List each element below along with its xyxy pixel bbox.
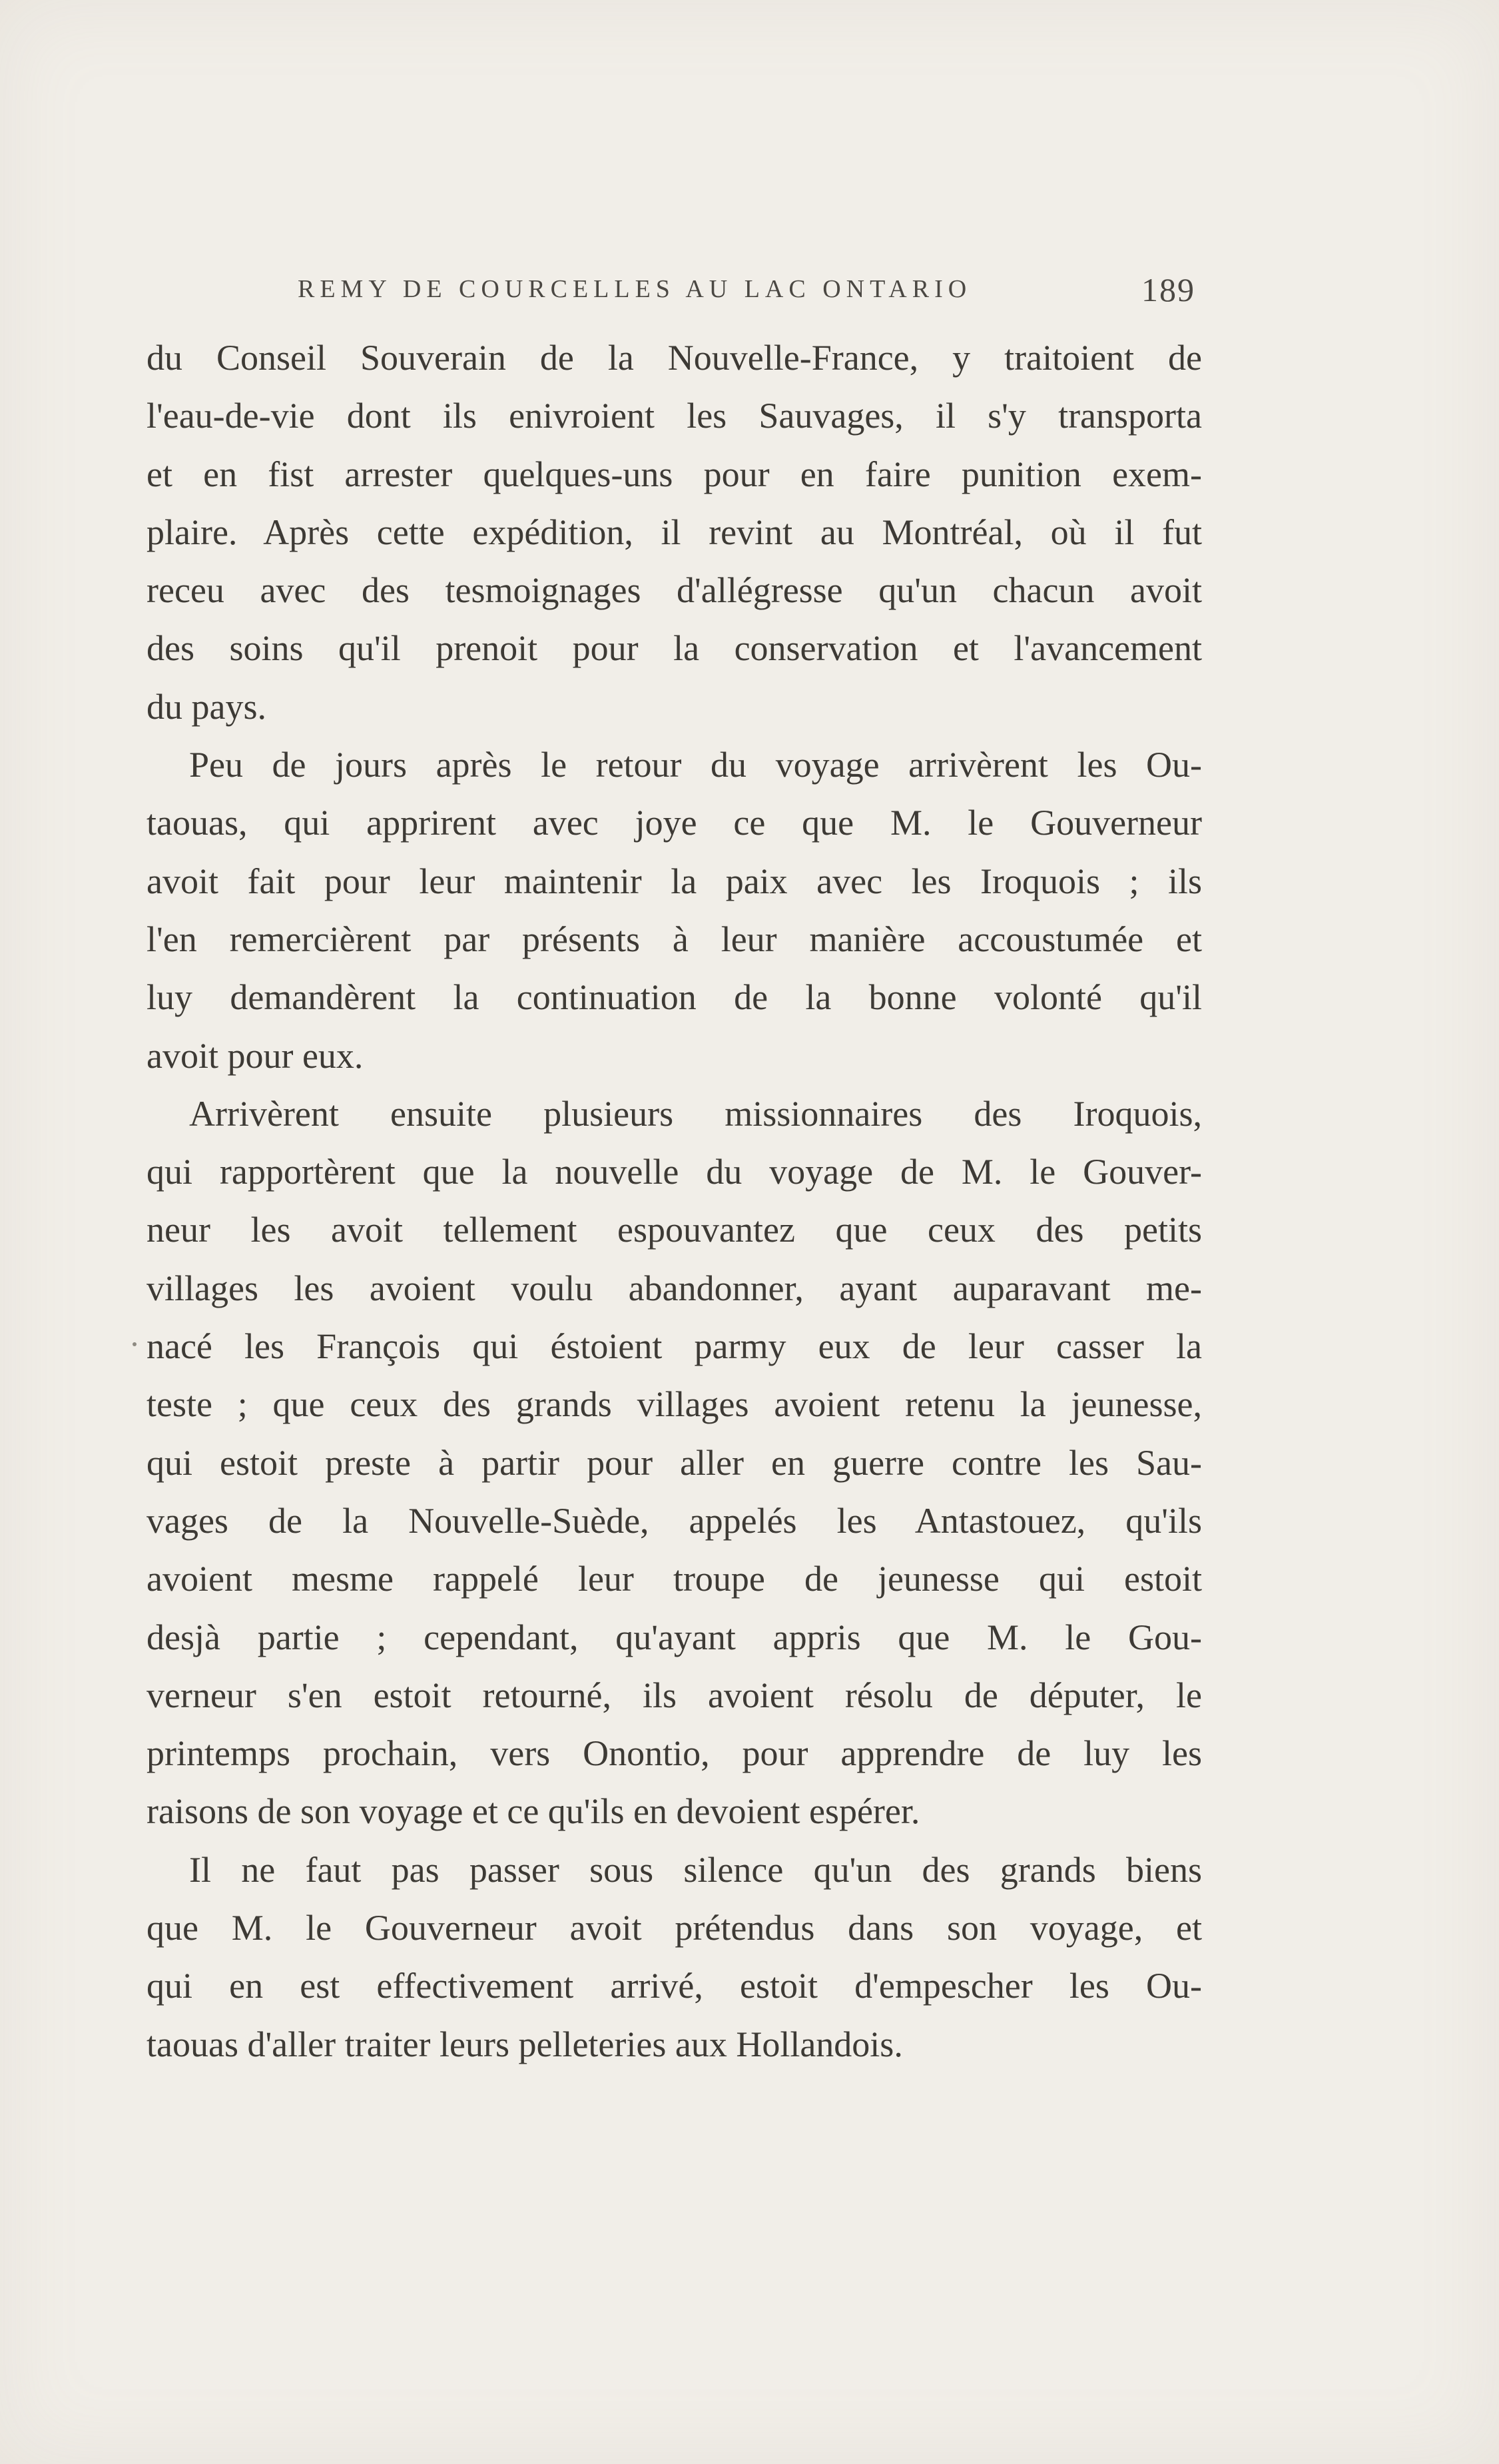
text-line: Il ne faut pas passer sous silence qu'un des grands biens — [189, 1849, 1202, 1890]
text-line: du pays. — [147, 686, 266, 727]
paragraph-4 — [147, 1841, 1202, 2074]
running-title: REMY DE COURCELLES AU LAC ONTARIO — [298, 275, 972, 303]
text-line: des soins qu'il prenoit pour la conservation et l'avancement — [147, 628, 1202, 669]
paragraph-3 — [147, 1085, 1202, 1841]
text-line: que M. le Gouverneur avoit prétendus dans son voyage, et — [147, 1908, 1202, 1948]
text-line: taouas d'aller traiter leurs pelleteries aux Hollandois. — [147, 2024, 903, 2064]
body-text — [147, 329, 1202, 2074]
text-line: plaire. Après cette expédition, il revint au Montréal, où il fut — [147, 512, 1202, 552]
text-line: nacé les François qui éstoient parmy eux de leur casser la — [147, 1326, 1202, 1367]
text-line: qui en est effectivement arrivé, estoit d'empescher les Ou- — [147, 1966, 1202, 2006]
text-line: raisons de son voyage et ce qu'ils en devoient espérer. — [147, 1791, 920, 1832]
text-line: avoit fait pour leur maintenir la paix avec les Iroquois ; ils — [147, 861, 1202, 901]
text-line: avoient mesme rappelé leur troupe de jeunesse qui estoit — [147, 1559, 1202, 1599]
text-line: du Conseil Souverain de la Nouvelle-France, y traitoient de — [147, 338, 1202, 378]
text-line: taouas, qui apprirent avec joye ce que M. le Gouverneur — [147, 803, 1202, 843]
text-line: teste ; que ceux des grands villages avoient retenu la jeunesse, — [147, 1384, 1202, 1425]
text-line: receu avec des tesmoignages d'allégresse qu'un chacun avoit — [147, 570, 1202, 611]
page-number: 189 — [1141, 271, 1195, 308]
paragraph-2 — [147, 736, 1202, 1085]
text-line: l'en remercièrent par présents à leur manière accoustumée et — [147, 919, 1202, 959]
page-header — [148, 266, 1199, 313]
text-line: qui rapportèrent que la nouvelle du voyage de M. le Gouver- — [147, 1152, 1202, 1192]
text-line: verneur s'en estoit retourné, ils avoient résolu de députer, le — [147, 1675, 1202, 1715]
text-line: villages les avoient voulu abandonner, ayant auparavant me- — [147, 1268, 1202, 1308]
text-line: Peu de jours après le retour du voyage arrivèrent les Ou- — [189, 745, 1202, 785]
text-line: neur les avoit tellement espouvantez que ceux des petits — [147, 1210, 1202, 1250]
text-line: Arrivèrent ensuite plusieurs missionnaires des Iroquois, — [189, 1093, 1202, 1134]
text-line: vages de la Nouvelle-Suède, appelés les Antastouez, qu'ils — [147, 1500, 1202, 1541]
ink-speck-mark — [133, 1342, 137, 1346]
paragraph-1 — [147, 329, 1202, 736]
text-line: l'eau-de-vie dont ils enivroient les Sauvages, il s'y transporta — [147, 396, 1202, 436]
text-line: desjà partie ; cependant, qu'ayant appris que M. le Gou- — [147, 1617, 1202, 1657]
text-line: printemps prochain, vers Onontio, pour apprendre de luy les — [147, 1733, 1202, 1774]
text-line: qui estoit preste à partir pour aller en guerre contre les Sau- — [147, 1442, 1202, 1483]
text-line: et en fist arrester quelques-uns pour en faire punition exem- — [147, 454, 1202, 494]
text-line: luy demandèrent la continuation de la bonne volonté qu'il — [147, 977, 1202, 1018]
text-line: avoit pour eux. — [147, 1035, 364, 1076]
